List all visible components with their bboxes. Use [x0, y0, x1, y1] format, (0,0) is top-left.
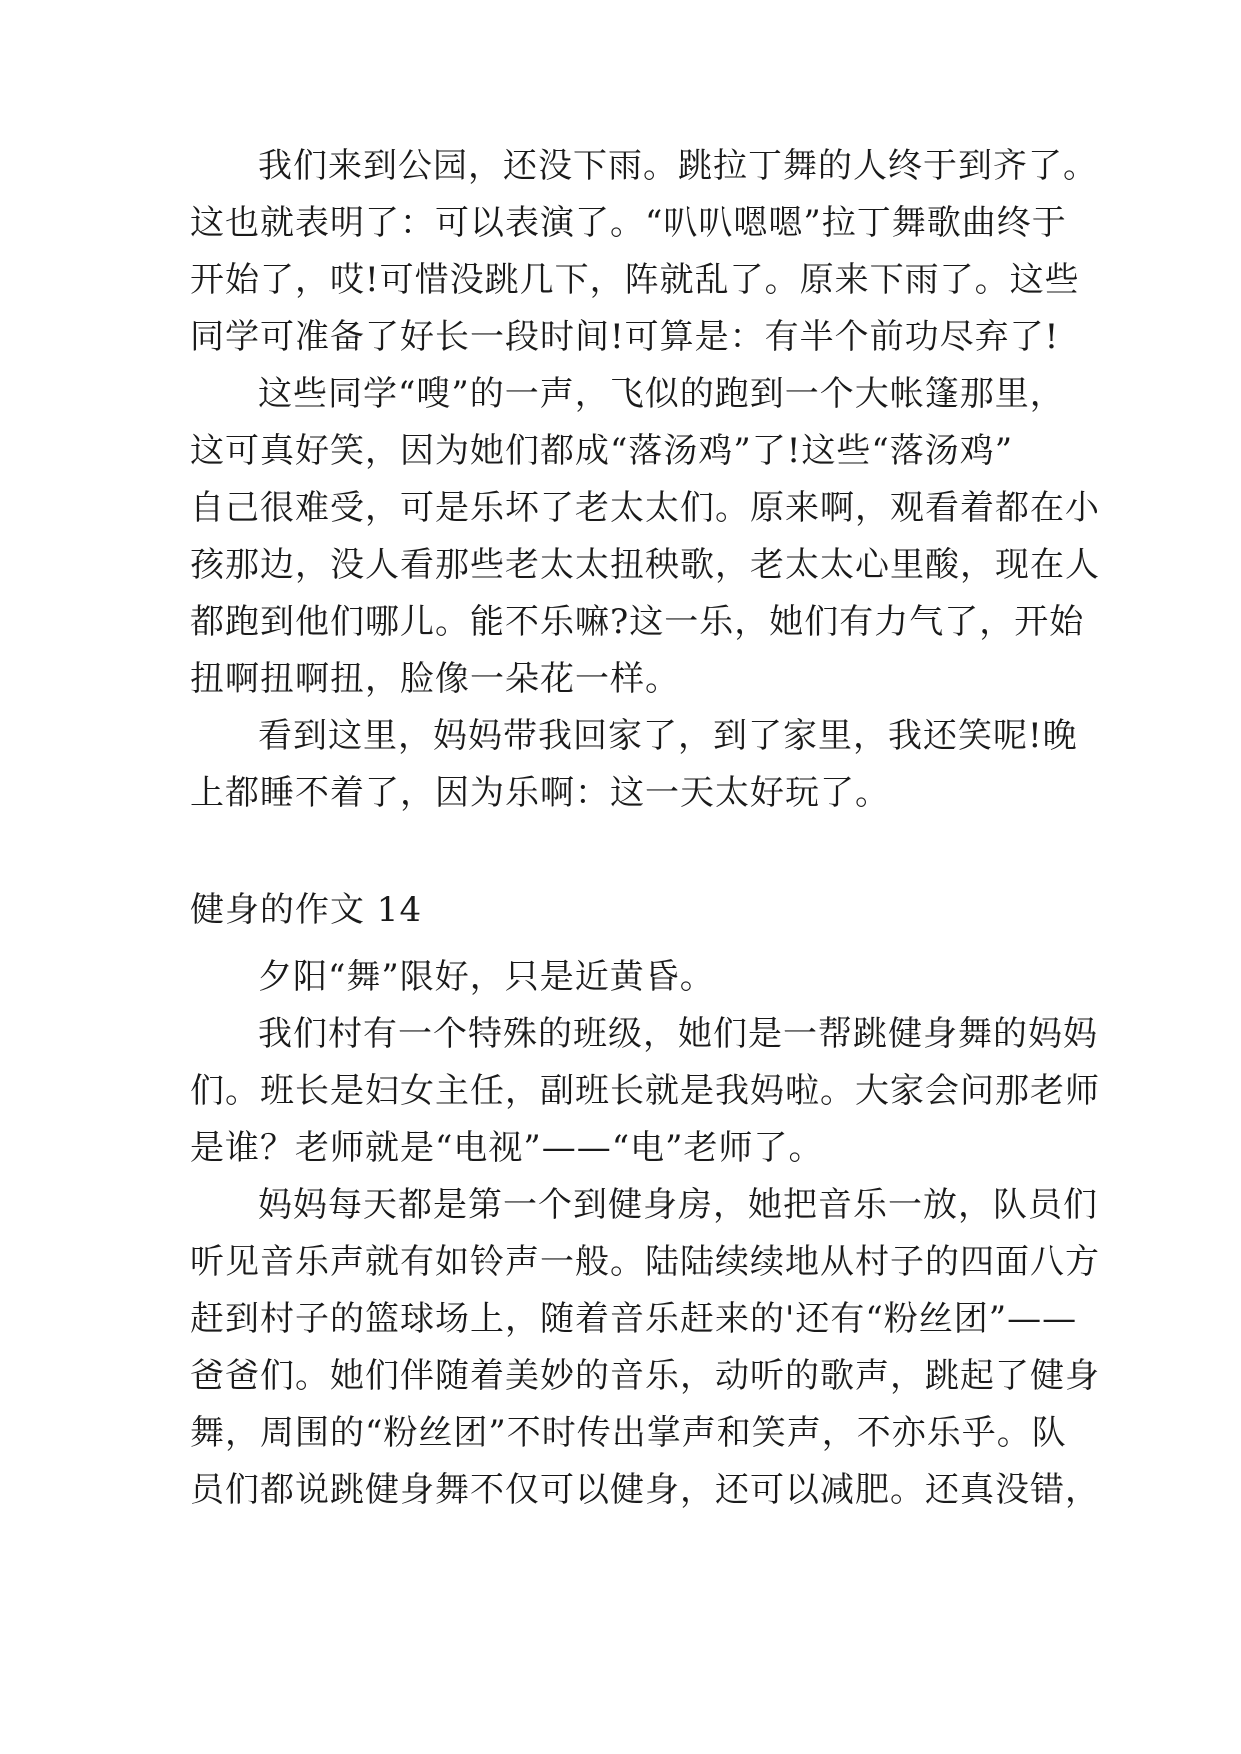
text-line: 孩那边，没人看那些老太太扭秧歌，老太太心里酸，现在人: [190, 545, 1100, 585]
text-line: 听见音乐声就有如铃声一般。陆陆续续地从村子的四面八方: [190, 1242, 1100, 1282]
text-line: 我们村有一个特殊的班级，她们是一帮跳健身舞的妈妈: [258, 1014, 1098, 1054]
text-line: 同学可准备了好长一段时间!可算是：有半个前功尽弃了!: [190, 317, 1060, 357]
text-line: 看到这里，妈妈带我回家了，到了家里，我还笑呢!晚: [258, 716, 1078, 756]
text-line: 自己很难受，可是乐坏了老太太们。原来啊，观看着都在小: [190, 488, 1100, 528]
text-line: 赶到村子的篮球场上，随着音乐赶来的'还有“粉丝团”——: [190, 1299, 1078, 1339]
text-line: 这可真好笑，因为她们都成“落汤鸡”了!这些“落汤鸡”: [190, 431, 1014, 471]
text-line: 都跑到他们哪儿。能不乐嘛?这一乐，她们有力气了，开始: [190, 602, 1085, 642]
text-line: 我们来到公园，还没下雨。跳拉丁舞的人终于到齐了。: [258, 146, 1098, 186]
text-line: 是谁？老师就是“电视”——“电”老师了。: [190, 1128, 824, 1168]
text-line: 这也就表明了：可以表演了。“叭叭嗯嗯”拉丁舞歌曲终于: [190, 203, 1067, 243]
text-line: 夕阳“舞”限好，只是近黄昏。: [258, 957, 715, 997]
text-line: 上都睡不着了，因为乐啊：这一天太好玩了。: [190, 773, 890, 813]
text-line: 开始了，哎!可惜没跳几下，阵就乱了。原来下雨了。这些: [190, 260, 1080, 300]
section-heading: 健身的作文 14: [190, 890, 423, 930]
text-line: 员们都说跳健身舞不仅可以健身，还可以减肥。还真没错，: [190, 1470, 1100, 1510]
text-line: 们。班长是妇女主任，副班长就是我妈啦。大家会问那老师: [190, 1071, 1100, 1111]
text-line: 妈妈每天都是第一个到健身房，她把音乐一放，队员们: [258, 1185, 1098, 1225]
text-line: 舞，周围的“粉丝团”不时传出掌声和笑声，不亦乐乎。队: [190, 1413, 1067, 1453]
text-line: 爸爸们。她们伴随着美妙的音乐，动听的歌声，跳起了健身: [190, 1356, 1100, 1396]
text-line: 扭啊扭啊扭，脸像一朵花一样。: [190, 659, 680, 699]
text-line: 这些同学“嗖”的一声，飞似的跑到一个大帐篷那里，: [258, 374, 1065, 414]
